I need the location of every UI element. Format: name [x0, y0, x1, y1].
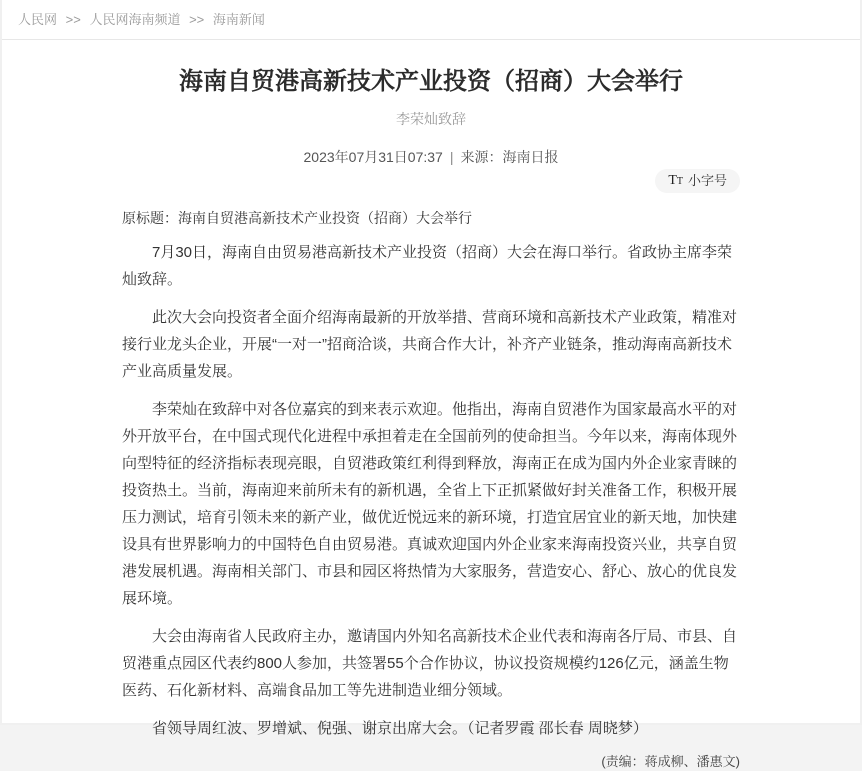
article-paragraph: 此次大会向投资者全面介绍海南最新的开放举措、营商环境和高新技术产业政策，精准对接行业龙头企业，开展“一对一”招商洽谈，共商合作大计，补齐产业链条，推动海南高新技术产业高质量发展。 — [122, 309, 738, 380]
original-title-text: 海南自贸港高新技术产业投资（招商）大会举行 — [178, 210, 472, 226]
breadcrumb-link-hainan-channel[interactable]: 人民网海南频道 — [89, 12, 181, 27]
article-paragraph: 7月30日，海南自由贸易港高新技术产业投资（招商）大会在海口举行。省政协主席李荣灿致辞。 — [122, 244, 733, 288]
font-size-button[interactable] — [655, 169, 740, 193]
article — [122, 66, 740, 771]
article-meta — [122, 148, 740, 166]
article-body — [122, 239, 740, 742]
editor-note: (责编：蒋成柳、潘惠文) — [601, 754, 740, 769]
breadcrumb — [2, 0, 860, 40]
breadcrumb-link-hainan-news[interactable]: 海南新闻 — [212, 12, 265, 27]
publish-date: 2023年07月31日07:37 — [303, 149, 443, 165]
article-paragraph: 省领导周红波、罗增斌、倪强、谢京出席大会。（记者罗霞 邵长春 周晓梦） — [152, 720, 648, 737]
source-name: 海南日报 — [502, 149, 559, 165]
breadcrumb-separator: >> — [189, 12, 205, 27]
original-title — [122, 208, 740, 228]
font-size-button-label: 小字号 — [687, 173, 727, 188]
font-size-icon: TT — [668, 173, 683, 188]
source-label: 来源： — [460, 149, 503, 165]
meta-separator: | — [449, 149, 454, 165]
article-paragraph: 大会由海南省人民政府主办，邀请国内外知名高新技术企业代表和海南各厅局、市县、自贸港重点园区代表约800人参加，共签署55个合作协议，协议投资规模约126亿元，涵盖生物医药、石化新材料、高端食品加工等先进制造业细分领域。 — [122, 628, 738, 699]
breadcrumb-separator: >> — [65, 12, 81, 27]
breadcrumb-link-peoples-daily[interactable]: 人民网 — [18, 12, 58, 27]
toolbar — [122, 169, 740, 193]
original-title-label: 原标题： — [122, 210, 178, 226]
article-subtitle: 李荣灿致辞 — [396, 111, 466, 127]
page-title: 海南自贸港高新技术产业投资（招商）大会举行 — [179, 68, 683, 95]
article-paragraph: 李荣灿在致辞中对各位嘉宾的到来表示欢迎。他指出，海南自贸港作为国家最高水平的对外开放平台，在中国式现代化进程中承担着走在全国前列的使命担当。今年以来，海南体现外向型特征的经济指标表现亮眼，自贸港政策红利得到释放，海南正在成为国内外企业家青睐的投资热土。当前，海南迎来前所未有的新机遇，全省上下正抓紧做好封关准备工作，积极开展压力测试，培育引领未来的新产业，做优近悦远来的新环境，打造宜居宜业的新天地，加快建设具有世界影响力的中国特色自由贸易港。真诚欢迎国内外企业家来海南投资兴业，共享自贸港发展机遇。海南相关部门、市县和园区将热情为大家服务，营造安心、舒心、放心的优良发展环境。 — [122, 401, 738, 607]
